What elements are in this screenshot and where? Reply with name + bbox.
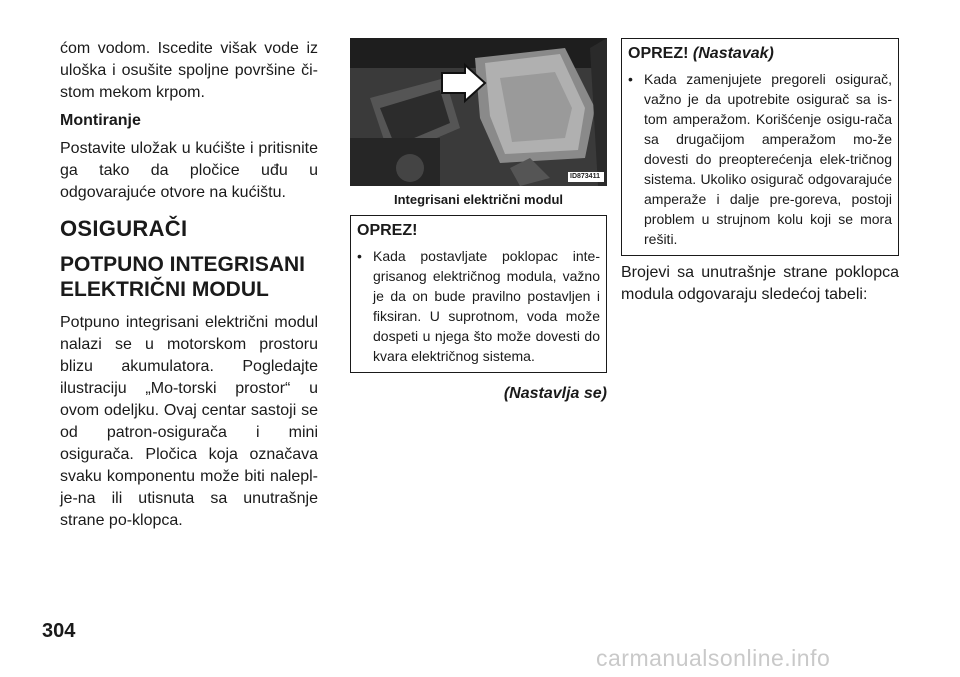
warning-box-continued [621, 38, 899, 256]
image-code: ID873411 [570, 173, 600, 180]
paragraph-install: Postavite uložak u kućište i pritisnite ga tako da pločice uđu u odgovarajuće otvore na kućištu. [60, 140, 318, 201]
warning-text-continued: Kada zamenjujete pregoreli osigurač, važno je da upotrebite osigurač sa is-tom amperažom. Korišćenje osigu-rača sa drugačijom amperažom mo-že dovesti do preopterećenja elek-tričnog sistema. Ukoliko osigurač odgovarajuće amperaže i dalje pre-goreva, postoji problem u strujnom kolu koji se mora rešiti. [644, 71, 892, 247]
middle-column [350, 38, 607, 403]
warning-bullet [357, 246, 600, 366]
continued-label: (Nastavlja se) [503, 385, 607, 402]
warning-title-continued [628, 43, 892, 65]
heading-osiguraci: OSIGURAČI [60, 216, 188, 241]
right-column [621, 38, 899, 306]
photo-caption: Integrisani električni modul [393, 192, 564, 207]
warning-box [350, 215, 607, 373]
warning-bullet-continued [628, 69, 892, 249]
left-column [60, 38, 318, 532]
warning-title-text: OPREZ! [628, 45, 689, 62]
warning-title: OPREZ! [357, 222, 418, 239]
engine-bay-photo [350, 38, 607, 186]
heading-montiranje: Montiranje [60, 112, 141, 129]
paragraph-module-description: Potpuno integrisani električni modul nalazi se u motorskom prostoru blizu akumulatora. Pogledajte ilustraciju „Mo-torski prostor“ u ovom odeljku. Ovaj centar sastoji se od patron-osigurača i mini osigurača. Pločica koja označava svaku komponentu može biti nalepl-je-na ili utisnuta sa unutrašnje strane po-klopca. [60, 314, 318, 529]
watermark: carmanualsonline.info [596, 645, 831, 671]
page-number: 304 [42, 620, 76, 642]
bullet-icon: • [628, 71, 633, 87]
warning-text: Kada postavljate poklopac inte-grisanog električnog modula, važno je da on bude pravilno postavljen i fiksiran. U suprotnom, voda može dospeti u njega što može dovesti do kvara električnog sistema. [373, 248, 600, 364]
paragraph-table-reference: Brojevi sa unutrašnje strane poklopca modula odgovaraju sledećoj tabeli: [621, 264, 899, 303]
paragraph-rinse: ćom vodom. Iscedite višak vode iz uloška i osušite spoljne površine či-stom mekom krpom. [60, 40, 318, 101]
heading-integrated-module: POTPUNO INTEGRISANI ELEKTRIČNI MODUL [60, 253, 306, 301]
warning-title-suffix: (Nastavak) [692, 45, 774, 62]
bullet-icon: • [357, 248, 362, 264]
